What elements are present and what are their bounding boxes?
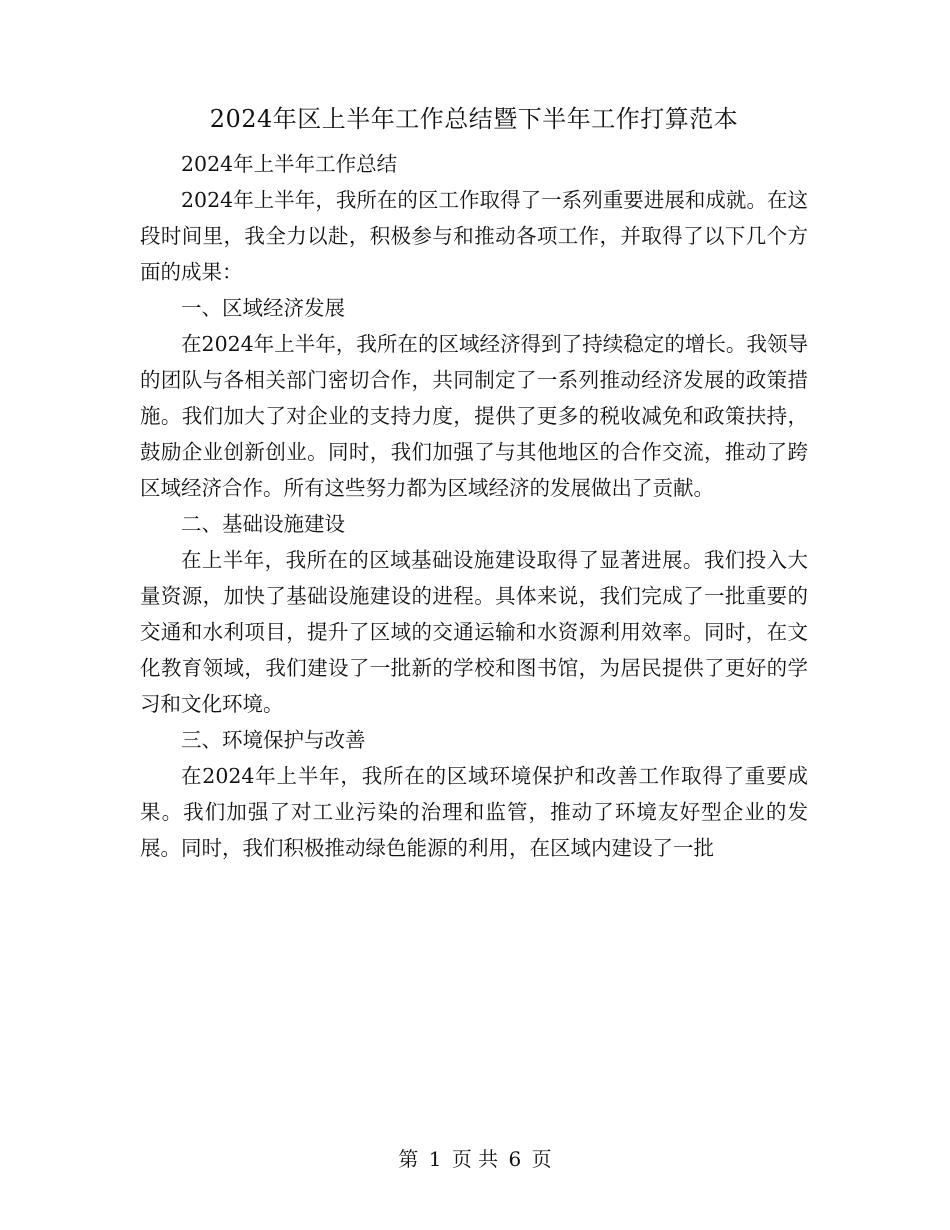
section-heading-infrastructure: 二、基础设施建设	[181, 512, 345, 536]
intro-paragraph: 2024年上半年，我所在的区工作取得了一系列重要进展和成就。在这段时间里，我全力以赴，积极参与和推动各项工作，并取得了以下几个方面的成果：	[140, 188, 808, 284]
section-heading-environment: 三、环境保护与改善	[181, 728, 366, 752]
document-title: 2024年区上半年工作总结暨下半年工作打算范本	[209, 105, 739, 133]
footer-prefix: 第	[398, 1147, 419, 1171]
footer-suffix: 页	[531, 1147, 552, 1171]
section-heading-economy: 一、区域经济发展	[181, 296, 345, 320]
footer-page-number: 1	[428, 1147, 442, 1171]
section-body-economy: 在2024年上半年，我所在的区域经济得到了持续稳定的增长。我领导的团队与各相关部门密切合作，共同制定了一系列推动经济发展的政策措施。我们加大了对企业的支持力度，提供了更多的税收减免和政策扶持，鼓励企业创新创业。同时，我们加强了与其他地区的合作交流，推动了跨区域经济合作。所有这些努力都为区域经济的发展做出了贡献。	[140, 332, 808, 500]
document-body	[140, 100, 808, 866]
footer-middle: 页 共	[451, 1147, 499, 1171]
page-footer	[0, 1145, 950, 1173]
section-body-environment: 在2024年上半年，我所在的区域环境保护和改善工作取得了重要成果。我们加强了对工业污染的治理和监管，推动了环境友好型企业的发展。同时，我们积极推动绿色能源的利用，在区域内建设了一批	[140, 764, 808, 860]
footer-total-pages: 6	[508, 1147, 522, 1171]
section-body-infrastructure: 在上半年，我所在的区域基础设施建设取得了显著进展。我们投入大量资源，加快了基础设施建设的进程。具体来说，我们完成了一批重要的交通和水利项目，提升了区域的交通运输和水资源利用效率。同时，在文化教育领域，我们建设了一批新的学校和图书馆，为居民提供了更好的学习和文化环境。	[140, 548, 808, 716]
document-subtitle: 2024年上半年工作总结	[181, 152, 398, 176]
